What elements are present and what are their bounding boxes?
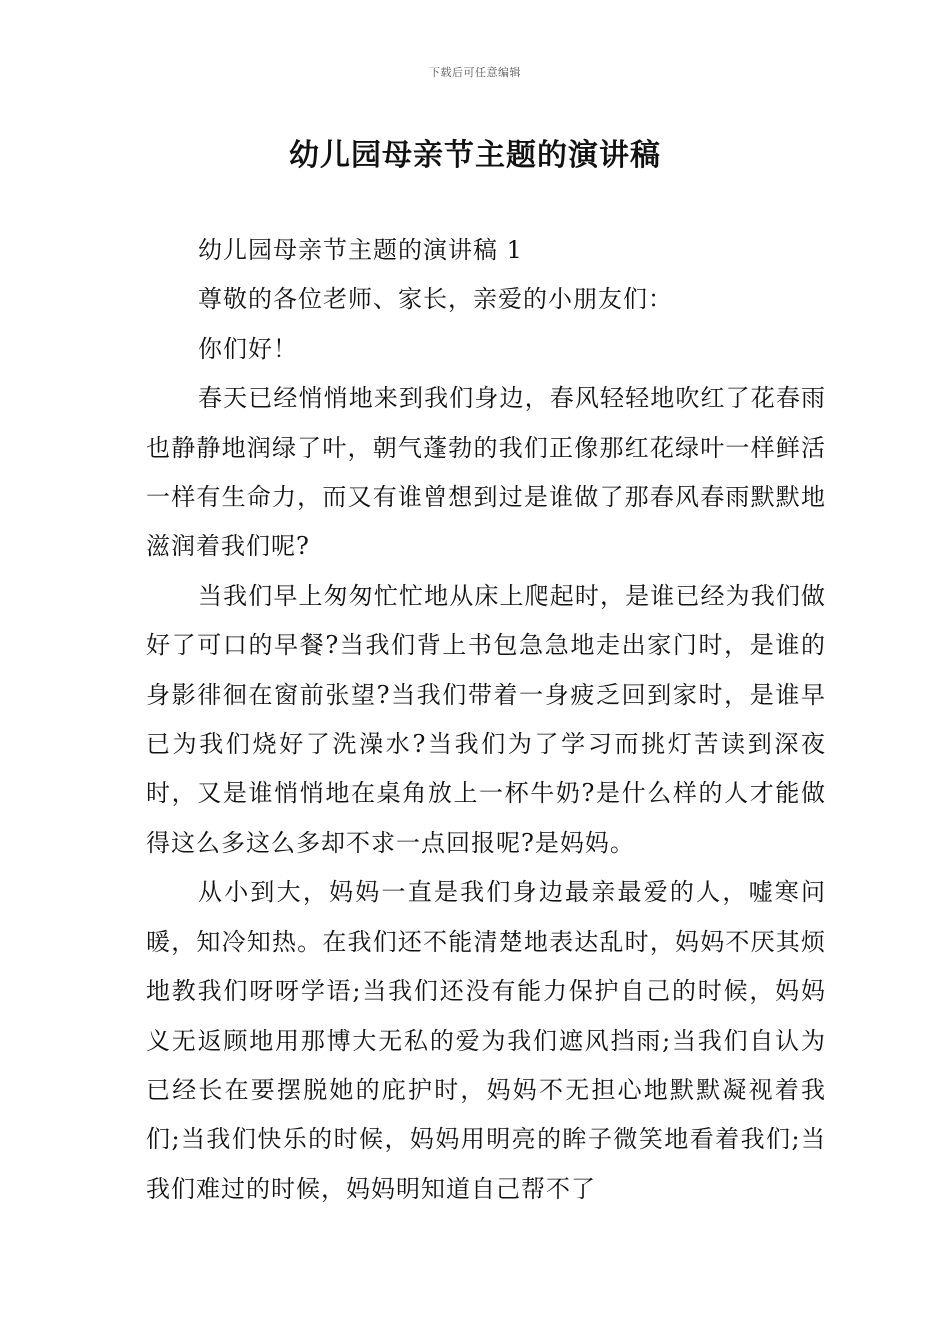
header-note: 下载后可任意编辑 xyxy=(429,66,521,79)
section-heading: 幼儿园母亲节主题的演讲稿 1 xyxy=(198,236,523,264)
document-body xyxy=(146,226,826,1214)
paragraph: 从小到大，妈妈一直是我们身边最亲最爱的人，嘘寒问暖，知冷知热。在我们还不能清楚地表达乱时，妈妈不厌其烦地教我们呀呀学语;当我们还没有能力保护自己的时候，妈妈义无返顾地用那博大无私的爱为我们遮风挡雨;当我们自认为已经长在要摆脱她的庇护时，妈妈不无担心地默默凝视着我们;当我们快乐的时候，妈妈用明亮的眸子微笑地看着我们;当我们难过的时候，妈妈明知道自己帮不了 xyxy=(146,878,826,1203)
paragraph: 春天已经悄悄地来到我们身边，春风轻轻地吹红了花春雨也静静地润绿了叶，朝气蓬勃的我们正像那红花绿叶一样鲜活一样有生命力，而又有谁曾想到过是谁做了那春风春雨默默地滋润着我们呢? xyxy=(146,384,826,561)
page-title: 幼儿园母亲节主题的演讲稿 xyxy=(289,138,661,173)
greeting: 你们好！ xyxy=(198,334,298,363)
paragraph: 当我们早上匆匆忙忙地从床上爬起时，是谁已经为我们做好了可口的早餐?当我们背上书包急急地走出家门时，是谁的身影徘徊在窗前张望?当我们带着一身疲乏回到家时，是谁早已为我们烧好了洗澡水?当我们为了学习而挑灯苦读到深夜时，又是谁悄悄地在桌角放上一杯牛奶?是什么样的人才能做得这么多这么多却不求一点回报呢?是妈妈。 xyxy=(146,581,826,857)
salutation: 尊敬的各位老师、家长，亲爱的小朋友们： xyxy=(198,285,673,314)
